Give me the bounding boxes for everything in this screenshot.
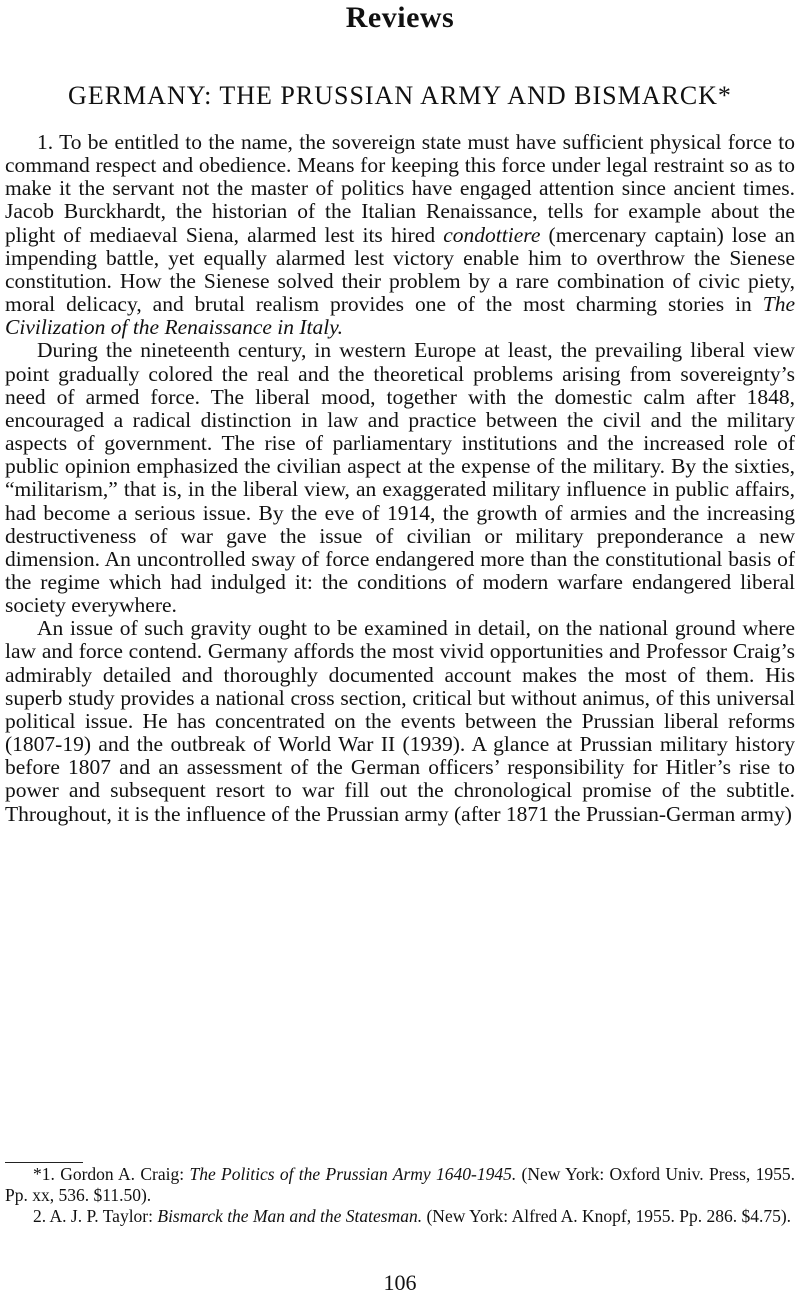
footnote-2-text-a: 2. A. J. P. Taylor: <box>33 1206 158 1226</box>
paragraph-1-italic-term: condottiere <box>443 222 541 247</box>
footnote-1 <box>5 1164 795 1206</box>
article-body <box>5 131 795 826</box>
paragraph-1-text-c: (mercenary captain) lose an impending battle, yet equally alarmed lest victory enable him to overthrow the Sienese constitution. How the Sienese solved their problem by a rare combination of civic piety, moral delicacy, and brutal realism provides one of the most charming stories in <box>5 222 795 317</box>
paragraph-1 <box>5 131 795 339</box>
footnote-1-book-title: The Politics of the Prussian Army 1640-1945. <box>189 1164 517 1184</box>
footnote-1-text-c: (New York: Oxford Univ. Press, 1955. Pp. xx, 536. $11.50). <box>5 1164 795 1205</box>
footnote-2-text-c: (New York: Alfred A. Knopf, 1955. Pp. 286. $4.75). <box>422 1206 792 1226</box>
footnote-rule <box>5 1162 83 1163</box>
footnote-2-book-title: Bismarck the Man and the Statesman. <box>157 1206 423 1226</box>
page-number: 106 <box>383 1270 417 1295</box>
paragraph-1-italic-book-title: The Civilization of the Renaissance in Italy. <box>5 292 795 340</box>
footnote-2 <box>5 1206 795 1227</box>
footnote-1-text-a: *1. Gordon A. Craig: <box>33 1164 190 1184</box>
paragraph-2: During the nineteenth century, in western Europe at least, the prevailing liberal view point gradually colored the real and the theoretical problems arising from sovereignty’s need of armed force. The liberal mood, together with the domestic calm after 1848, encouraged a radical distinction in law and practice between the civil and the military aspects of government. The rise of parliamentary institutions and the increased role of public opinion emphasized the civilian aspect at the expense of the military. By the sixties, “militarism,” that is, in the liberal view, an exaggerated military influence in public affairs, had become a serious issue. By the eve of 1914, the growth of armies and the increasing destructiveness of war gave the issue of civilian or military preponderance a new dimension. An uncontrolled sway of force endangered more than the constitutional basis of the regime which had indulged it: the conditions of modern warfare endangered liberal society everywhere. <box>5 338 795 618</box>
paragraph-3: An issue of such gravity ought to be examined in detail, on the national ground where law and force contend. Germany affords the most vivid opportunities and Professor Craig’s admirably detailed and thoroughly documented account makes the most of them. His superb study provides a national cross section, critical but without animus, of this universal political issue. He has concentrated on the events between the Prussian liberal reforms (1807-19) and the outbreak of World War II (1939). A glance at Prussian military history before 1807 and an assessment of the German officers’ responsibility for Hitler’s rise to power and subsequent resort to war fill out the chronological promise of the subtitle. Throughout, it is the influence of the Prussian army (after 1871 the Prussian-German army) <box>5 616 795 826</box>
article-title: GERMANY: THE PRUSSIAN ARMY AND BISMARCK* <box>68 81 732 110</box>
footnotes <box>5 1164 795 1227</box>
paragraph-1-text-a: 1. To be entitled to the name, the sovereign state must have sufficient physical force to command respect and obedience. Means for keeping this force under legal restraint so as to make it the servant not the master of politics have engaged attention since ancient times. Jacob Burckhardt, the historian of the Italian Renaissance, tells for example about the plight of mediaeval Siena, alarmed lest its hired <box>5 130 795 247</box>
section-header: Reviews <box>345 1 455 34</box>
